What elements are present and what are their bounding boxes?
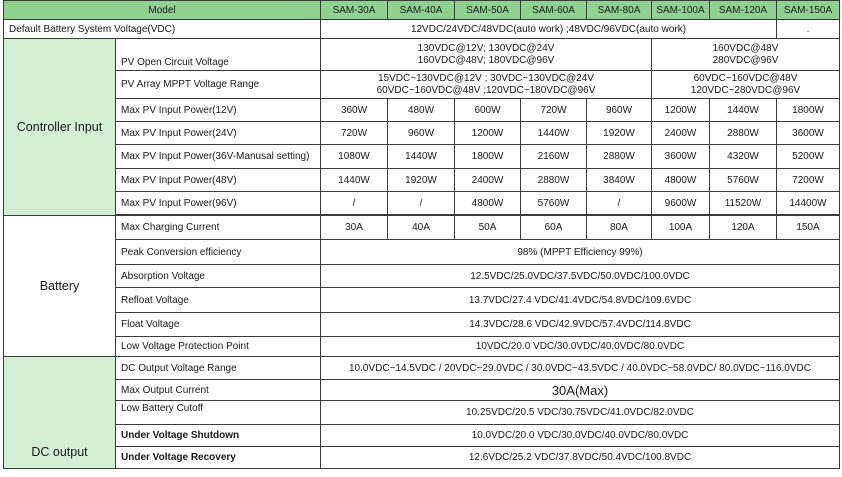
mppt-range-left-line1: 15VDC~130VDC@12V ; 30VDC~130VDC@24V (378, 72, 594, 84)
power-row-label: Max PV Input Power(96V) (116, 192, 321, 215)
power-row-label: Max PV Input Power(24V) (116, 122, 321, 145)
power-cell: 5760W (521, 192, 587, 215)
power-cell: 2880W (710, 122, 777, 145)
header-row (4, 1, 840, 20)
power-cell: / (321, 192, 388, 215)
charging-cell: 120A (710, 216, 777, 240)
mppt-range-row (4, 71, 840, 99)
power-cell: 2400W (652, 122, 710, 145)
default-voltage-label: Default Battery System Voltage(VDC) (4, 20, 321, 39)
charging-cell: 150A (777, 216, 840, 240)
model-cell: SAM-40A (388, 1, 455, 20)
power-cell: 720W (521, 99, 587, 122)
power-cell: 960W (587, 99, 652, 122)
mppt-range-right-line1: 60VDC~160VDC@48V (693, 72, 798, 84)
spec-table (3, 0, 840, 469)
power-cell: 600W (455, 99, 521, 122)
model-cell: SAM-120A (710, 1, 777, 20)
mppt-range-label: PV Array MPPT Voltage Range (116, 71, 321, 99)
dc-output-row-label: Under Voltage Shutdown (116, 425, 321, 447)
power-cell: 1440W (710, 99, 777, 122)
dc-output-row-value: 12.6VDC/25.2 VDC/37.8VDC/50.4VDC/100.8VDC (321, 447, 840, 469)
default-voltage-mark: . (777, 20, 840, 39)
charging-cell: 60A (521, 216, 587, 240)
dc-output-row-label: Under Voltage Recovery (116, 447, 321, 469)
battery-row (4, 265, 840, 288)
power-cell: 4800W (455, 192, 521, 215)
power-cell: 1080W (321, 145, 388, 169)
charging-cell: 80A (587, 216, 652, 240)
power-cell: 1800W (777, 99, 840, 122)
power-cell: 360W (321, 99, 388, 122)
battery-row-value: 10VDC/20.0 VDC/30.0VDC/40.0VDC/80.0VDC (321, 337, 840, 357)
pv-open-circuit-left-line2: 160VDC@48V; 180VDC@96V (417, 54, 555, 66)
power-cell: 1440W (388, 145, 455, 169)
battery-row (4, 313, 840, 337)
power-cell: 5760W (710, 169, 777, 192)
pv-open-circuit-row (4, 39, 840, 71)
power-cell: 2880W (521, 169, 587, 192)
power-row-label: Max PV Input Power(12V) (116, 99, 321, 122)
power-cell: 1920W (587, 122, 652, 145)
dc-output-row-label: DC Output Voltage Range (116, 357, 321, 380)
pv-open-circuit-right (652, 39, 840, 71)
power-cell: 5200W (777, 145, 840, 169)
dc-output-row (4, 447, 840, 469)
default-voltage-value: 12VDC/24VDC/48VDC(auto work) ;48VDC/96VDC(auto work) (321, 20, 777, 39)
mppt-range-right (652, 71, 840, 99)
pv-open-circuit-left-line1: 130VDC@12V; 130VDC@24V (417, 42, 555, 54)
power-cell: 1200W (455, 122, 521, 145)
power-cell: 1200W (652, 99, 710, 122)
battery-row-value: 13.7VDC/27.4 VDC/41.4VDC/54.8VDC/109.6VDC (321, 288, 840, 313)
charging-cell: 30A (321, 216, 388, 240)
battery-row (4, 240, 840, 265)
power-cell: 7200W (777, 169, 840, 192)
mppt-range-left-line2: 60VDC~160VDC@48V ;120VDC~180VDC@96V (376, 84, 596, 96)
power-cell: 480W (388, 99, 455, 122)
dc-output-row (4, 425, 840, 447)
power-cell: 11520W (710, 192, 777, 215)
power-row-label: Max PV Input Power(48V) (116, 169, 321, 192)
model-cell: SAM-100A (652, 1, 710, 20)
power-cell: 3600W (652, 145, 710, 169)
mppt-range-left (321, 71, 652, 99)
dc-output-group: DC output (4, 357, 116, 469)
model-cell: SAM-80A (587, 1, 652, 20)
power-cell: 2880W (587, 145, 652, 169)
model-cell: SAM-50A (455, 1, 521, 20)
power-cell: / (388, 192, 455, 215)
pv-open-circuit-left (321, 39, 652, 71)
dc-output-row-value: 10.25VDC/20.5 VDC/30.75VDC/41.0VDC/82.0VDC (321, 401, 840, 425)
power-cell: 3840W (587, 169, 652, 192)
dc-output-row (4, 357, 840, 380)
dc-output-row-value: 10.0VDC/20.0 VDC/30.0VDC/40.0VDC/80.0VDC (321, 425, 840, 447)
power-cell: 1440W (521, 122, 587, 145)
dc-output-row-label: Max Output Current (116, 380, 321, 401)
mppt-range-right-line2: 120VDC~280VDC@96V (690, 84, 801, 96)
dc-output-row-value: 30A(Max) (321, 380, 840, 401)
battery-row-label: Low Voltage Protection Point (116, 337, 321, 357)
battery-row (4, 288, 840, 313)
default-voltage-row (4, 20, 840, 39)
controller-input-group: Controller Input (4, 39, 116, 216)
max-charging-row (4, 216, 840, 240)
charging-cell: 50A (455, 216, 521, 240)
power-cell: 2160W (521, 145, 587, 169)
model-cell: SAM-30A (321, 1, 388, 20)
model-header: Model (4, 1, 321, 20)
power-row-96v (4, 192, 840, 215)
pv-open-circuit-label: PV Open Circuit Voltage (116, 39, 321, 71)
battery-row-label: Peak Conversion efficiency (116, 240, 321, 265)
power-cell: 3600W (777, 122, 840, 145)
power-row-label: Max PV Input Power(36V-Manusal setting) (116, 145, 321, 169)
battery-row-value: 12.5VDC/25.0VDC/37.5VDC/50.0VDC/100.0VDC (321, 265, 840, 288)
battery-row-value: 14.3VDC/28.6 VDC/42.9VDC/57.4VDC/114.8VDC (321, 313, 840, 337)
power-cell: 14400W (777, 192, 840, 215)
power-row-12v (4, 99, 840, 122)
dc-output-row-value: 10.0VDC~14.5VDC / 20VDC~29.0VDC / 30.0VDC~43.5VDC / 40.0VDC~58.0VDC/ 80.0VDC~116.0VDC (321, 357, 840, 380)
battery-group: Battery (4, 216, 116, 357)
power-cell: 720W (321, 122, 388, 145)
power-cell: 1920W (388, 169, 455, 192)
max-charging-label: Max Charging Current (116, 216, 321, 240)
dc-output-row (4, 401, 840, 425)
battery-row-label: Absorption Voltage (116, 265, 321, 288)
power-row-36v (4, 145, 840, 169)
power-cell: 2400W (455, 169, 521, 192)
dc-output-row (4, 380, 840, 401)
battery-row-value: 98% (MPPT Efficiency 99%) (321, 240, 840, 265)
battery-row-label: Refloat Voltage (116, 288, 321, 313)
pv-open-circuit-right-line2: 280VDC@96V (712, 54, 779, 66)
power-cell: 4800W (652, 169, 710, 192)
power-cell: 4320W (710, 145, 777, 169)
power-cell: 9600W (652, 192, 710, 215)
power-cell: 960W (388, 122, 455, 145)
power-cell: 1440W (321, 169, 388, 192)
power-cell: 1800W (455, 145, 521, 169)
pv-open-circuit-right-line1: 160VDC@48V (712, 42, 779, 54)
model-cell: SAM-60A (521, 1, 587, 20)
power-row-24v (4, 122, 840, 145)
power-cell: / (587, 192, 652, 215)
battery-row-label: Float Voltage (116, 313, 321, 337)
charging-cell: 100A (652, 216, 710, 240)
charging-cell: 40A (388, 216, 455, 240)
battery-row (4, 337, 840, 357)
dc-output-row-label: Low Battery Cutoff (116, 401, 321, 425)
power-row-48v (4, 169, 840, 192)
model-cell: SAM-150A (777, 1, 840, 20)
